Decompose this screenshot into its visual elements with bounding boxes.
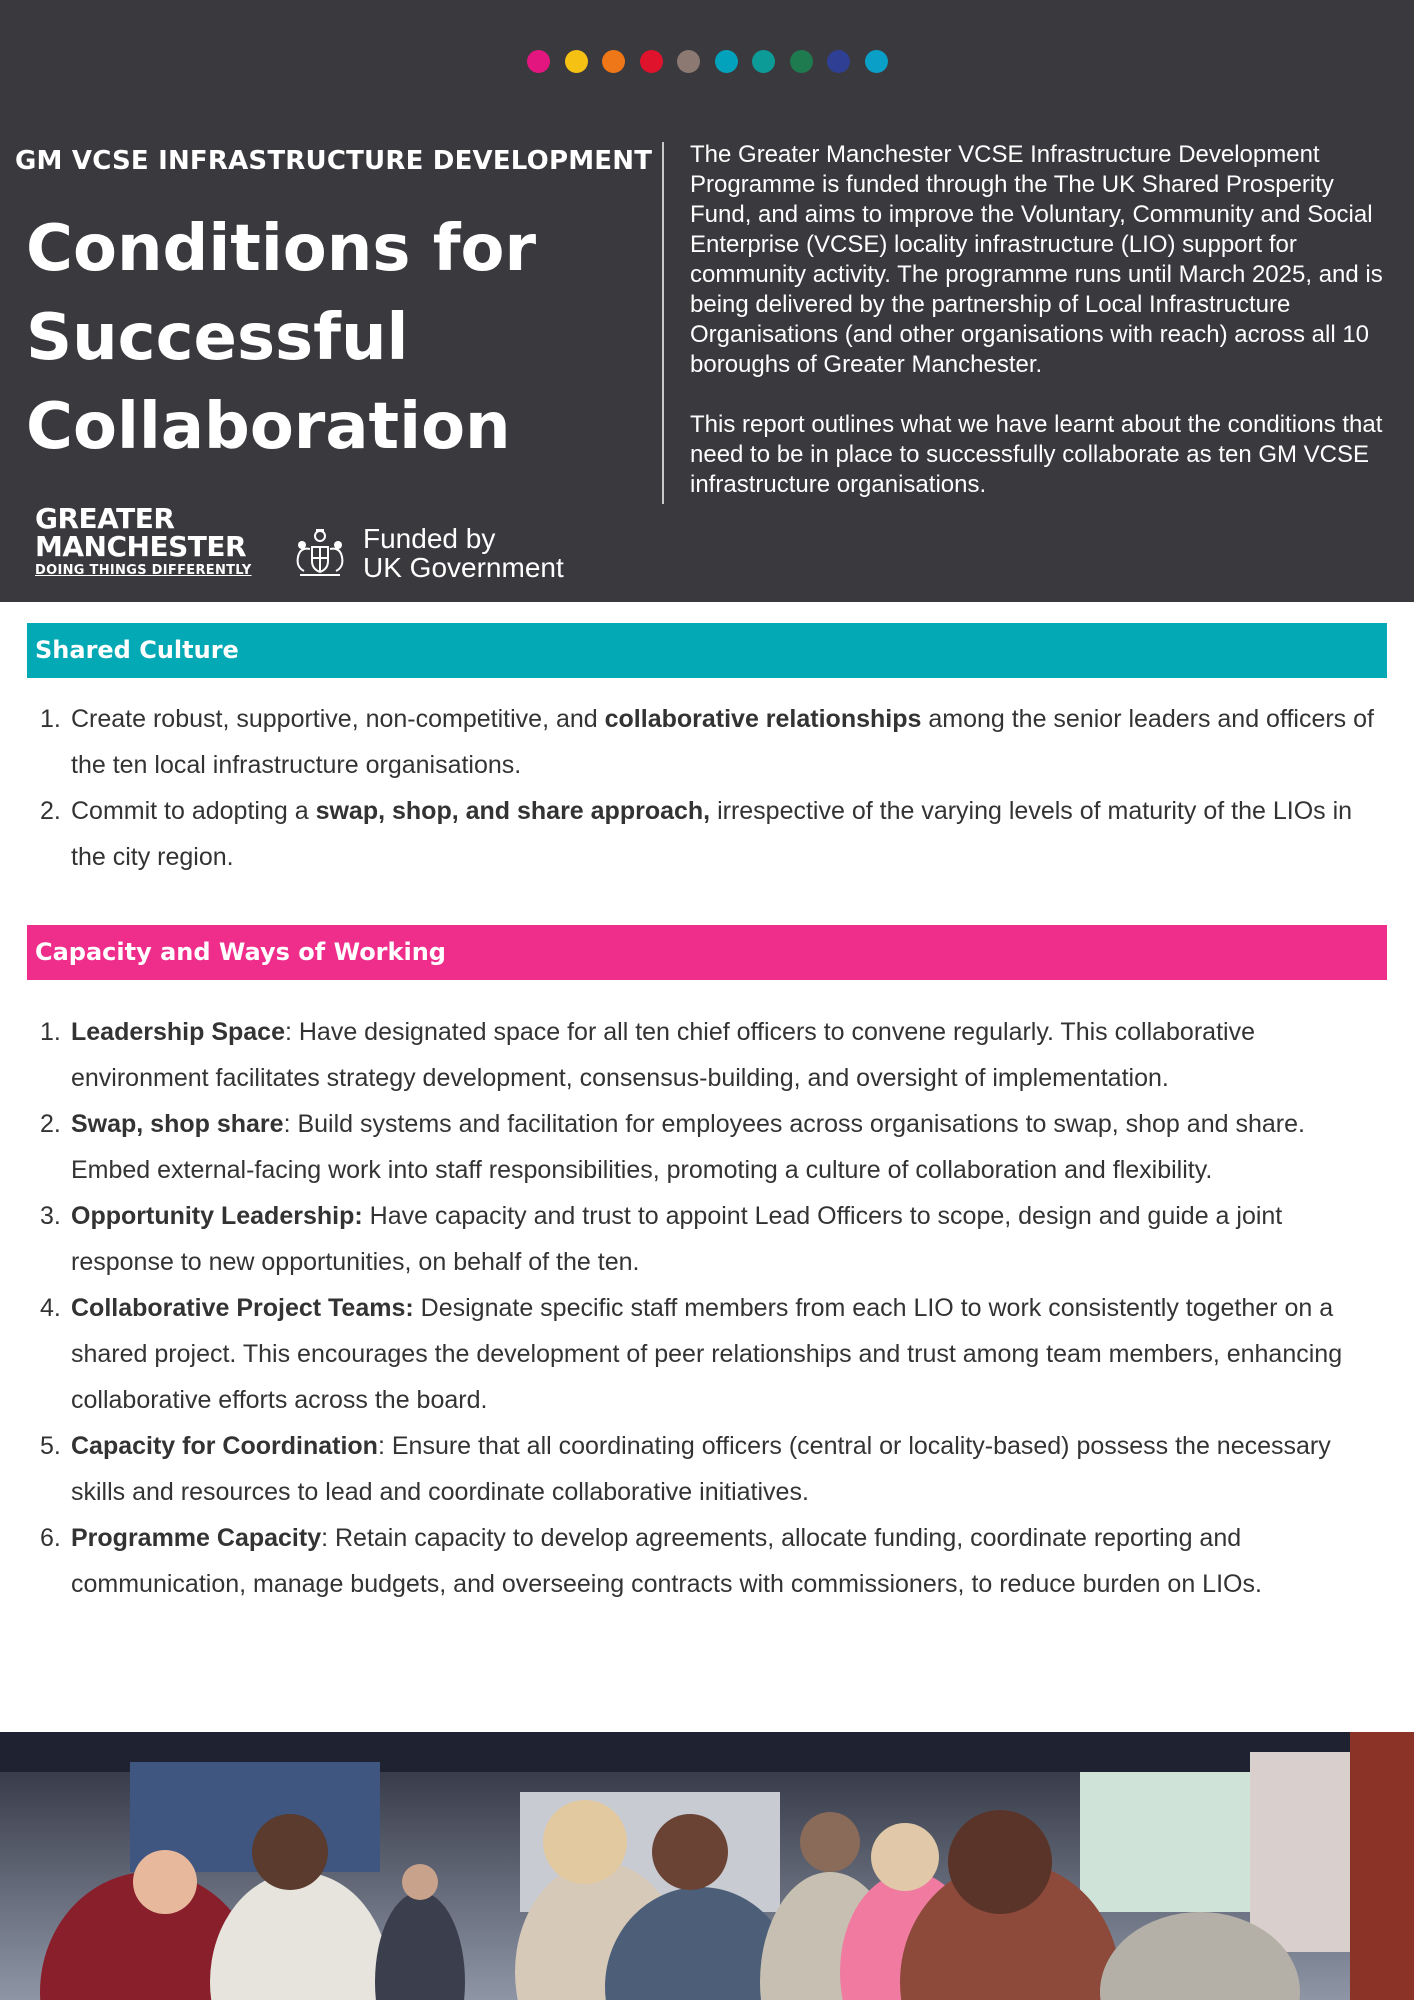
event-photo-illustration — [0, 1732, 1414, 2000]
list-text-rest: Have capacity and trust to appoint Lead Officers to scope, design and guide a joint response to new opportunities, on behalf of the ten. — [71, 1202, 1283, 1276]
list-text-bold: collaborative relationships — [604, 705, 922, 733]
title-line: Conditions for — [26, 212, 537, 286]
gm-logo-tagline: DOING THINGS DIFFERENTLY — [35, 563, 252, 578]
list-text-rest: : Ensure that all coordinating officers (central or locality-based) possess the necessary skills and resources to lead and coordinate collaborative initiatives. — [71, 1432, 1331, 1506]
colour-dot — [715, 50, 738, 73]
intro-text — [690, 140, 1390, 500]
list-item — [40, 1193, 1390, 1285]
intro-paragraph: The Greater Manchester VCSE Infrastructure Development Programme is funded through the The UK Shared Prosperity Fund, and aims to improve the Voluntary, Community and Social Enterprise (VCSE) locality infrastructure (LIO) support for community activity. The programme runs until March 2025, and is being delivered by the partnership of Local Infrastructure Organisations (and other organisations with reach) across all 10 boroughs of Greater Manchester. — [690, 141, 1383, 378]
list-text-lead: Commit to adopting a — [71, 797, 316, 825]
funded-by-uk-government — [363, 524, 564, 582]
intro-paragraph: This report outlines what we have learnt about the conditions that need to be in place to successfully collaborate as ten GM VCSE infrastructure organisations. — [690, 411, 1383, 498]
list-text-bold: Opportunity Leadership: — [71, 1202, 363, 1230]
list-item — [40, 1285, 1390, 1423]
gm-logo-line: MANCHESTER — [35, 530, 247, 563]
list-item — [40, 696, 1390, 788]
gm-logo-line: GREATER — [35, 502, 175, 535]
list-item — [40, 1009, 1390, 1101]
royal-crest-icon — [290, 527, 350, 579]
section-heading-shared-culture: Shared Culture — [27, 623, 1387, 678]
funded-by-line: Funded by — [363, 523, 496, 554]
list-number: 1. — [40, 1018, 61, 1046]
colour-dot — [790, 50, 813, 73]
colour-dot — [865, 50, 888, 73]
colour-dot — [565, 50, 588, 73]
page-title — [26, 205, 626, 472]
title-line: Successful — [26, 301, 409, 375]
list-text — [71, 1423, 1390, 1515]
list-number: 1. — [40, 705, 61, 733]
list-item — [40, 788, 1390, 880]
list-item — [40, 1101, 1390, 1193]
list-text-rest: : Build systems and facilitation for employees across organisations to swap, shop and share. Embed external-facing work into staff responsibilities, promoting a culture of collaboration and flexibility. — [71, 1110, 1305, 1184]
capacity-list — [40, 1009, 1390, 1607]
colour-dot — [602, 50, 625, 73]
list-number: 2. — [40, 797, 61, 825]
list-text-rest: among the senior leaders and officers of the ten local infrastructure organisations. — [71, 705, 1374, 779]
list-text — [71, 788, 1390, 880]
list-text — [71, 1193, 1390, 1285]
header-divider — [662, 142, 664, 504]
list-number: 6. — [40, 1524, 61, 1552]
list-text — [71, 1285, 1390, 1423]
list-item — [40, 1515, 1390, 1607]
greater-manchester-logo — [35, 502, 252, 579]
section-heading-capacity: Capacity and Ways of Working — [27, 925, 1387, 980]
list-text-rest: : Retain capacity to develop agreements, allocate funding, coordinate reporting and communication, manage budgets, and overseeing contracts with commissioners, to reduce burden on LIOs. — [71, 1524, 1262, 1598]
colour-dot — [677, 50, 700, 73]
title-line: Collaboration — [26, 390, 511, 464]
list-text — [71, 1101, 1390, 1193]
list-text-bold: swap, shop, and share approach, — [315, 797, 711, 825]
list-text — [71, 1515, 1390, 1607]
list-text-rest: Designate specific staff members from each LIO to work consistently together on a shared project. This encourages the development of peer relationships and trust among team members, enhancing collaborative efforts across the board. — [71, 1294, 1343, 1414]
colour-dot — [640, 50, 663, 73]
list-text-lead: Create robust, supportive, non-competitive, and — [71, 705, 605, 733]
list-text-bold: Swap, shop share — [71, 1110, 284, 1138]
list-text — [71, 696, 1390, 788]
colour-dot — [827, 50, 850, 73]
list-number: 3. — [40, 1202, 61, 1230]
list-text — [71, 1009, 1390, 1101]
list-text-rest: irrespective of the varying levels of maturity of the LIOs in the city region. — [71, 797, 1353, 871]
list-text-bold: Capacity for Coordination — [71, 1432, 378, 1460]
list-text-bold: Collaborative Project Teams: — [71, 1294, 414, 1322]
colour-dot — [527, 50, 550, 73]
shared-culture-list — [40, 696, 1390, 880]
colour-dot — [752, 50, 775, 73]
programme-kicker: GM VCSE INFRASTRUCTURE DEVELOPMENT — [15, 146, 653, 176]
list-text-rest: : Have designated space for all ten chief officers to convene regularly. This collaborative environment facilitates strategy development, consensus-building, and oversight of implementation. — [71, 1018, 1255, 1092]
list-number: 4. — [40, 1294, 61, 1322]
header-banner — [0, 0, 1414, 602]
list-text-bold: Leadership Space — [71, 1018, 285, 1046]
list-text-bold: Programme Capacity — [71, 1524, 322, 1552]
funded-by-line: UK Government — [363, 552, 564, 583]
list-item — [40, 1423, 1390, 1515]
list-number: 5. — [40, 1432, 61, 1460]
list-number: 2. — [40, 1110, 61, 1138]
event-photo — [0, 1732, 1414, 2000]
colour-dots — [527, 50, 888, 73]
